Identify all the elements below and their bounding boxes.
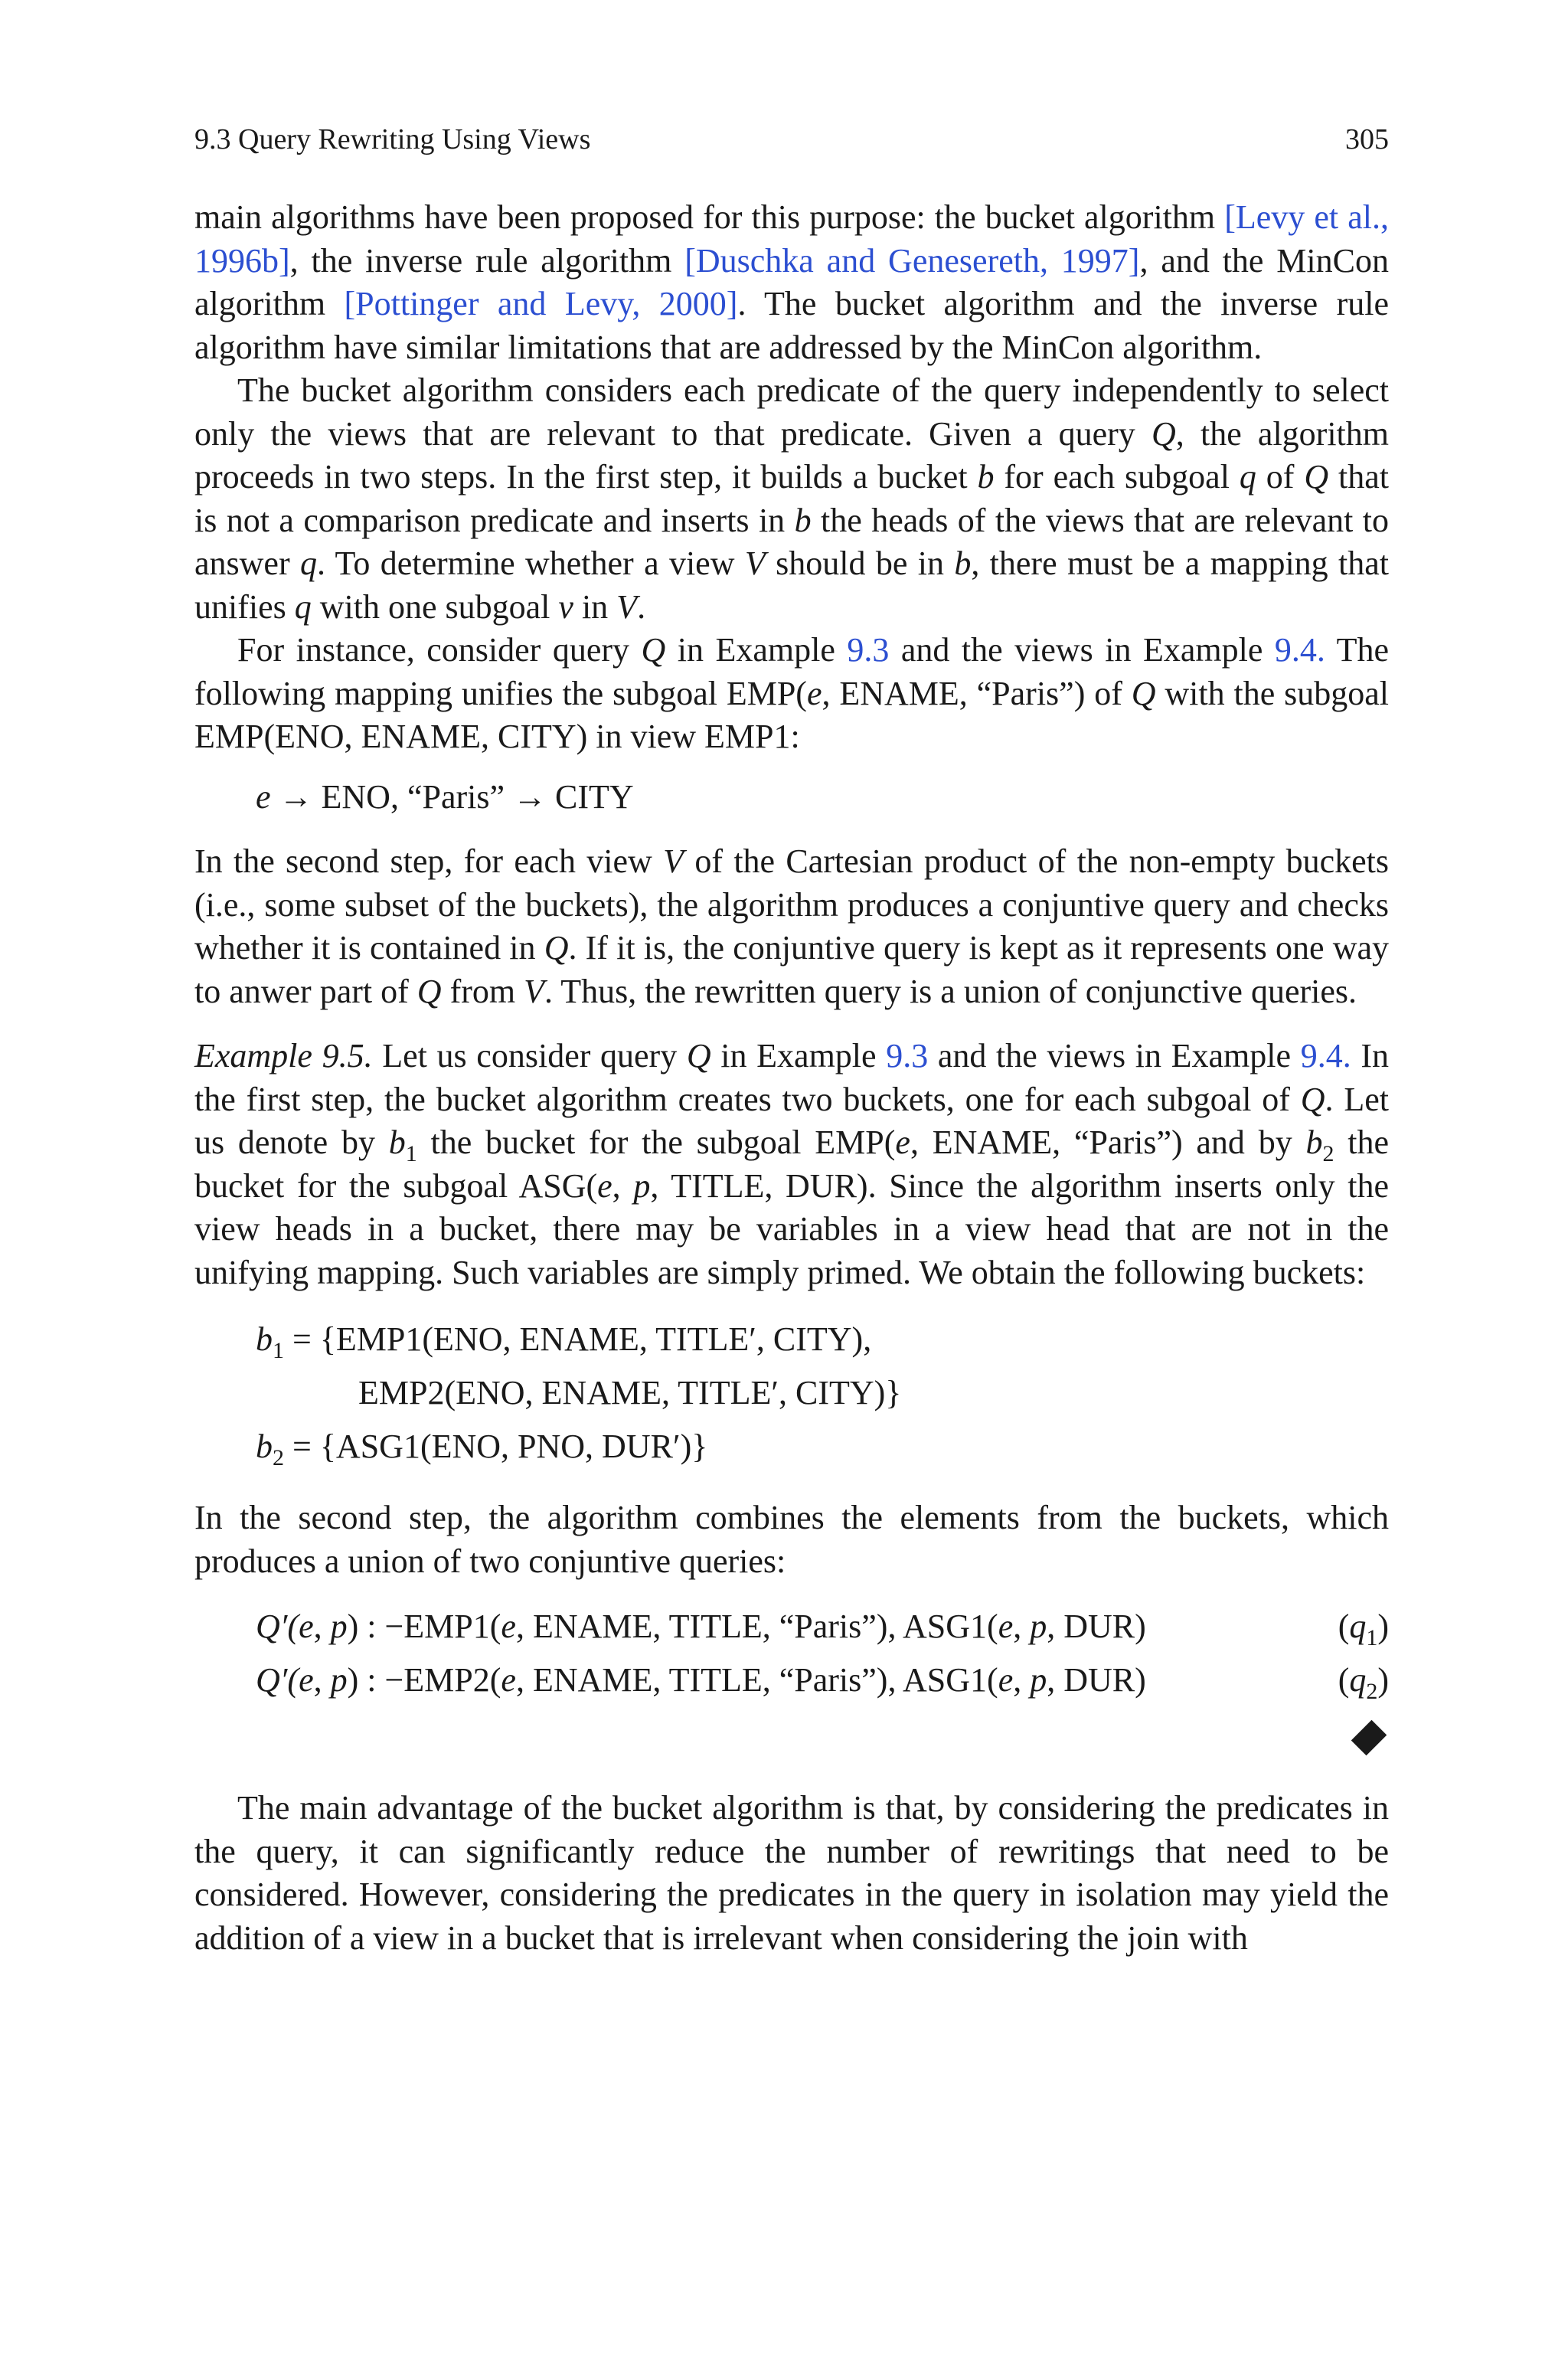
query-expression (256, 1653, 1146, 1707)
rewritten-queries (256, 1600, 1389, 1707)
text: . If it is, the conjuntive query is kept as it represents one way to anwer part of (194, 929, 1389, 1010)
query-q1 (256, 1600, 1389, 1653)
paragraph-instance (194, 629, 1389, 759)
math-text: , (1013, 1608, 1031, 1645)
math-text: ) : −EMP2( (347, 1661, 501, 1699)
buckets-equations (256, 1313, 1389, 1474)
text: with one subgoal (311, 587, 559, 626)
math-var: e (299, 1608, 314, 1645)
math-var: V (744, 545, 766, 582)
subscript: 2 (1322, 1140, 1334, 1166)
paragraph-algorithms (194, 196, 1389, 369)
math-var: Q′( (256, 1608, 299, 1645)
math-var: Q (1304, 458, 1329, 496)
math-var: q (294, 587, 312, 626)
paragraph-advantage (194, 1787, 1389, 1960)
math-var: e (998, 1608, 1014, 1645)
math-var: q (299, 545, 317, 582)
text: In the second step, the algorithm combines the elements from the buckets, which produces a union of two conjuntive queries: (194, 1499, 1389, 1580)
math-var: V (524, 972, 544, 1010)
text: of (1256, 458, 1305, 496)
text: in Example (665, 631, 848, 669)
paragraph-second-step (194, 840, 1389, 1013)
running-header (194, 123, 1389, 156)
math-text: , ENAME, TITLE, “Paris”), ASG1( (515, 1608, 998, 1645)
subscript: 2 (273, 1444, 284, 1470)
subscript: 1 (1366, 1624, 1378, 1650)
math-var: Q (641, 631, 666, 669)
text: In the second step, for each view (194, 842, 664, 880)
text: of the Cartesian product of the non-empty buckets (i.e., some subset of the buckets), the algorithm produces a conjuntive query and checks whether it is contained in (194, 842, 1390, 967)
math-var: q (1349, 1661, 1367, 1699)
math-text: , (313, 1608, 331, 1645)
math-var: b (256, 1320, 273, 1358)
text: The main advantage of the bucket algorithm is that, by considering the predicates in the query, it can significantly reduce the number of rewritings that need to be considered. However, considering the predicates in the query in isolation may yield the addition of a view in a bucket that is irrelevant when considering the join with (194, 1789, 1389, 1957)
math-var: p (633, 1166, 651, 1205)
text: , the inverse rule algorithm (289, 241, 685, 280)
math-text: EMP2(ENO, ENAME, TITLE′, CITY)} (358, 1374, 902, 1411)
equation-tag (1338, 1600, 1389, 1653)
text: . Let us denote by (194, 1080, 1389, 1161)
subscript: 1 (273, 1337, 284, 1363)
math-var: b (954, 545, 972, 582)
ref-example-9-3[interactable]: 9.3 (847, 631, 890, 669)
math-text: ) (1377, 1661, 1389, 1699)
paragraph-combine (194, 1496, 1389, 1583)
math-text: ( (1338, 1661, 1350, 1699)
text: should be in (765, 545, 955, 582)
math-var: q (1239, 458, 1256, 496)
math-var: e (597, 1166, 612, 1205)
equation-tag (1338, 1653, 1389, 1707)
math-text: = {EMP1(ENO, ENAME, TITLE′, CITY), (284, 1320, 872, 1358)
example-9-5 (194, 1035, 1389, 1294)
text: and the views in Example (928, 1037, 1301, 1075)
math-text: , ENAME, TITLE, “Paris”), ASG1( (515, 1661, 998, 1699)
query-expression (256, 1600, 1146, 1653)
mapping-equation (256, 776, 1389, 819)
math-text: , (1013, 1661, 1031, 1699)
citation-duschka-1997[interactable]: [Duschka and Genesereth, 1997] (684, 241, 1140, 280)
query-q2 (256, 1653, 1389, 1707)
text: . (637, 587, 646, 626)
text: main algorithms have been proposed for this purpose: the bucket algorithm (194, 198, 1225, 236)
citation-levy-1996b[interactable]: [Levy et al., 1996b] (194, 198, 1389, 280)
math-var: b (388, 1124, 406, 1161)
diamond-icon (1351, 1720, 1387, 1756)
math-var: V (616, 587, 638, 626)
text: , (612, 1166, 634, 1205)
math-var: p (1030, 1608, 1047, 1645)
math-var: e (256, 777, 271, 816)
example-label: Example 9.5. (194, 1037, 373, 1075)
math-var: p (330, 1608, 348, 1645)
text: in Example (710, 1037, 887, 1075)
math-var: Q (1131, 674, 1156, 712)
math-text: ( (1338, 1608, 1350, 1645)
math-var: Q (1300, 1080, 1325, 1118)
text: for each subgoal (994, 458, 1240, 496)
math-var: p (1030, 1661, 1047, 1699)
text: In the first step, the bucket algorithm creates two buckets, one for each subgoal of (194, 1037, 1390, 1118)
text: . Thus, the rewritten query is a union of conjunctive queries. (544, 972, 1357, 1010)
text: , TITLE, DUR). Since the algorithm inserts only the view heads in a bucket, there may be variables in a view head that are not in the unifying mapping. Such variables are simply primed. We obtain the following buckets: (194, 1166, 1390, 1291)
math-var: Q (544, 929, 569, 967)
text: from (441, 972, 524, 1010)
math-var: e (501, 1661, 516, 1699)
text: , ENAME, “Paris”) of (822, 674, 1132, 712)
math-var: Q (416, 972, 442, 1010)
bucket-b2-line (256, 1420, 1389, 1474)
subscript: 2 (1366, 1678, 1378, 1704)
math-var: e (501, 1608, 516, 1645)
math-text: ) (1377, 1608, 1389, 1645)
text: and the views in Example (889, 631, 1275, 669)
end-of-example (194, 1718, 1389, 1787)
text: Let us consider query (372, 1037, 687, 1075)
text: with the subgoal EMP(ENO, ENAME, CITY) in view EMP1: (194, 674, 1389, 755)
ref-example-9-4[interactable]: 9.4. (1300, 1037, 1351, 1075)
math-var: v (558, 587, 573, 626)
math-var: q (1349, 1608, 1367, 1645)
math-var: b (256, 1428, 273, 1465)
text: , and the MinCon algorithm (194, 241, 1389, 322)
math-var: b (977, 458, 995, 496)
math-var: e (998, 1661, 1014, 1699)
text: . To determine whether a view (316, 545, 745, 582)
math-text: , (313, 1661, 331, 1699)
bucket-b1-line-1 (256, 1313, 1389, 1366)
text: , there must be a mapping that unifies (194, 545, 1390, 626)
ref-example-9-4[interactable]: 9.4. (1274, 631, 1325, 669)
math-text: , DUR) (1047, 1661, 1146, 1699)
text: the bucket for the subgoal EMP( (416, 1124, 896, 1161)
subscript: 1 (405, 1140, 417, 1166)
paragraph-bucket-algorithm (194, 369, 1389, 629)
text: in (573, 587, 617, 626)
math-text: ) : −EMP1( (347, 1608, 501, 1645)
math-var: Q′( (256, 1661, 299, 1699)
text: the heads of the views that are relevant to answer (194, 501, 1389, 582)
page-body (194, 196, 1389, 1960)
math-var: e (806, 674, 822, 712)
math-var: e (895, 1124, 910, 1161)
text: , ENAME, “Paris”) and by (910, 1124, 1306, 1161)
text: The bucket algorithm considers each predicate of the query independently to select only the views that are relevant to that predicate. Given a query (194, 371, 1389, 453)
math-var: b (794, 501, 812, 539)
text: For instance, consider query (237, 631, 642, 669)
math-var: V (663, 842, 684, 880)
math-text: , DUR) (1047, 1608, 1146, 1645)
math-var: p (330, 1661, 348, 1699)
section-title: 9.3 Query Rewriting Using Views (194, 123, 591, 155)
math-text: → ENO, “Paris” → CITY (270, 777, 634, 816)
math-var: e (299, 1661, 314, 1699)
ref-example-9-3[interactable]: 9.3 (886, 1037, 929, 1075)
text: . The bucket algorithm and the inverse rule algorithm have similar limitations that are addressed by the MinCon algorithm. (194, 285, 1389, 366)
math-var: Q (686, 1037, 711, 1075)
page-number: 305 (1345, 123, 1389, 155)
text: The following mapping unifies the subgoal EMP( (194, 631, 1389, 712)
math-var: b (1305, 1124, 1323, 1161)
math-text: = {ASG1(ENO, PNO, DUR′)} (284, 1428, 708, 1465)
text: the bucket for the subgoal ASG( (194, 1124, 1389, 1205)
bucket-b1-line-2 (256, 1366, 1389, 1420)
text: that is not a comparison predicate and inserts in (194, 458, 1389, 539)
spacer (194, 1013, 1389, 1035)
citation-pottinger-2000[interactable]: [Pottinger and Levy, 2000] (344, 285, 738, 322)
text: , the algorithm proceeds in two steps. In the first step, it builds a bucket (194, 414, 1390, 496)
math-var: Q (1152, 414, 1176, 453)
